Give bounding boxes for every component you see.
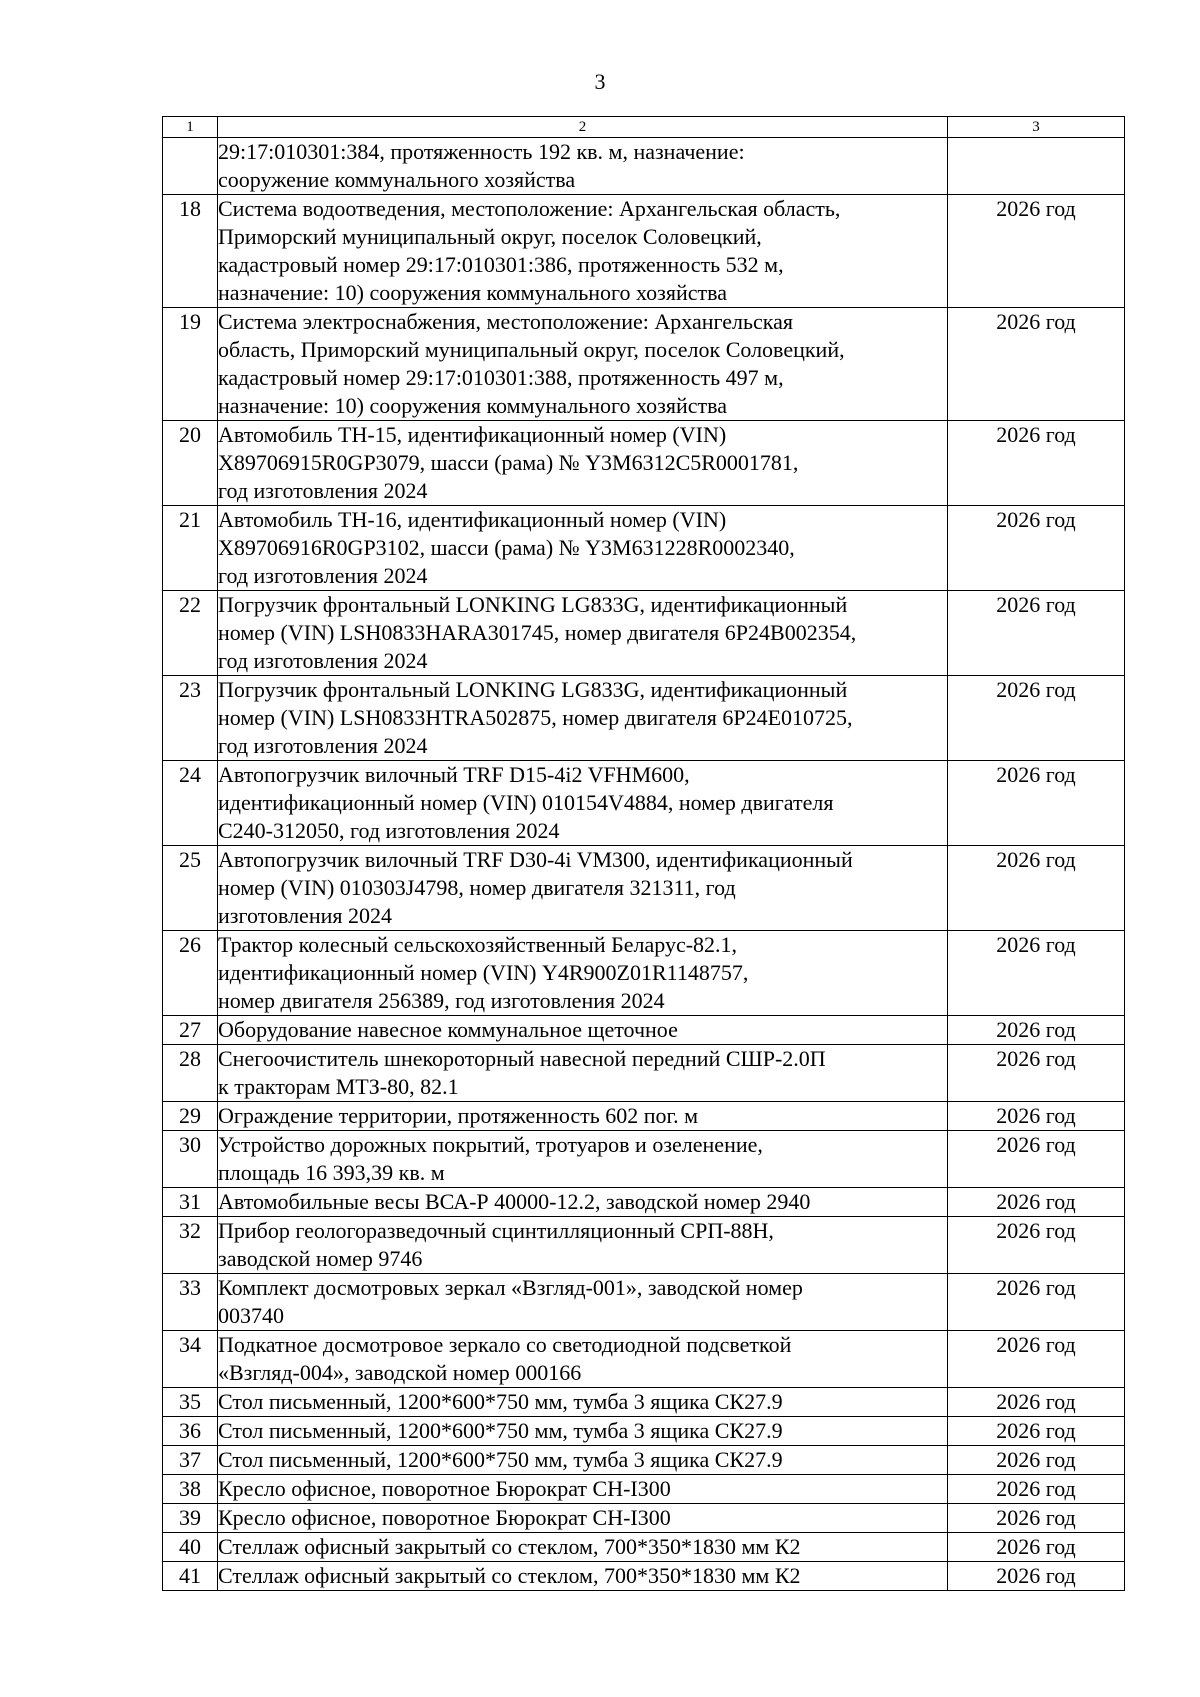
- row-year-cell: 2026 год: [948, 1475, 1125, 1504]
- row-description-cell: [218, 138, 948, 195]
- table-row: [163, 846, 1125, 931]
- row-description-text: Автопогрузчик вилочный TRF D30-4i VM300, идентификационный номер (VIN) 010303J4798, номер двигателя 321311, год изготовления 2024: [218, 847, 853, 928]
- row-description-cell: [218, 1562, 948, 1591]
- row-description-cell: [218, 1388, 948, 1417]
- row-description-text: Автомобиль ТН-16, идентификационный номер (VIN) X89706916R0GP3102, шасси (рама) № Y3M631228R0002340, год изготовления 2024: [218, 507, 795, 588]
- table-row: [163, 1388, 1125, 1417]
- table-row: [163, 591, 1125, 676]
- table-row: [163, 931, 1125, 1016]
- row-description-cell: [218, 421, 948, 506]
- row-number-cell: 21: [163, 506, 218, 591]
- row-description-cell: [218, 676, 948, 761]
- row-year-cell: 2026 год: [948, 1533, 1125, 1562]
- row-year-cell: 2026 год: [948, 1217, 1125, 1274]
- row-year-cell: 2026 год: [948, 1417, 1125, 1446]
- row-description-text: Подкатное досмотровое зеркало со светодиодной подсветкой «Взгляд-004», заводской номер 000166: [218, 1332, 792, 1385]
- row-number-cell: 41: [163, 1562, 218, 1591]
- table-row: [163, 1016, 1125, 1045]
- row-description-cell: [218, 308, 948, 421]
- row-number-cell: 20: [163, 421, 218, 506]
- row-year-cell: [948, 138, 1125, 195]
- table-row: [163, 1045, 1125, 1102]
- table-row: [163, 676, 1125, 761]
- table-row: [163, 1475, 1125, 1504]
- table-row: [163, 421, 1125, 506]
- row-description-cell: [218, 1102, 948, 1131]
- table-row: [163, 1188, 1125, 1217]
- inventory-table: [162, 116, 1125, 1591]
- row-number-cell: 28: [163, 1045, 218, 1102]
- row-description-cell: [218, 931, 948, 1016]
- row-year-cell: 2026 год: [948, 931, 1125, 1016]
- table-row: [163, 1533, 1125, 1562]
- row-description-cell: [218, 1331, 948, 1388]
- row-description-text: Стеллаж офисный закрытый со стеклом, 700*350*1830 мм К2: [218, 1534, 801, 1559]
- row-number-cell: [163, 138, 218, 195]
- row-number-cell: 33: [163, 1274, 218, 1331]
- row-number-cell: 37: [163, 1446, 218, 1475]
- row-year-cell: 2026 год: [948, 846, 1125, 931]
- row-year-cell: 2026 год: [948, 1331, 1125, 1388]
- row-year-cell: 2026 год: [948, 1131, 1125, 1188]
- row-description-text: Автомобиль ТН-15, идентификационный номер (VIN) X89706915R0GP3079, шасси (рама) № Y3M6312C5R0001781, год изготовления 2024: [218, 422, 799, 503]
- table-row: [163, 1217, 1125, 1274]
- row-description-text: Прибор геологоразведочный сцинтилляционный СРП-88Н, заводской номер 9746: [218, 1218, 774, 1271]
- row-description-text: Система водоотведения, местоположение: Архангельская область, Приморский муниципальный округ, поселок Соловецкий, кадастровый номер 29:17:010301:386, протяженность 532 м, назначение: 10) сооружения коммунального хозяйства: [218, 196, 841, 305]
- row-description-text: Ограждение территории, протяженность 602 пог. м: [218, 1103, 699, 1128]
- row-description-cell: [218, 1131, 948, 1188]
- row-description-cell: [218, 1475, 948, 1504]
- row-year-cell: 2026 год: [948, 1102, 1125, 1131]
- row-year-cell: 2026 год: [948, 1016, 1125, 1045]
- row-description-text: 29:17:010301:384, протяженность 192 кв. м, назначение: сооружение коммунального хозяйства: [218, 139, 745, 192]
- row-number-cell: 31: [163, 1188, 218, 1217]
- row-description-text: Устройство дорожных покрытий, тротуаров и озеленение, площадь 16 393,39 кв. м: [218, 1132, 763, 1185]
- row-description-cell: [218, 1016, 948, 1045]
- row-description-text: Автомобильные весы ВСА-Р 40000-12.2, заводской номер 2940: [218, 1189, 811, 1214]
- row-description-text: Трактор колесный сельскохозяйственный Беларус-82.1, идентификационный номер (VIN) Y4R900Z01R1148757, номер двигателя 256389, год изготовления 2024: [218, 932, 749, 1013]
- row-description-text: Снегоочиститель шнекороторный навесной передний СШР-2.0П к тракторам МТЗ-80, 82.1: [218, 1046, 826, 1099]
- table-row: [163, 138, 1125, 195]
- row-number-cell: 36: [163, 1417, 218, 1446]
- row-description-text: Стол письменный, 1200*600*750 мм, тумба 3 ящика СК27.9: [218, 1418, 783, 1443]
- table-row: [163, 506, 1125, 591]
- row-year-cell: 2026 год: [948, 591, 1125, 676]
- row-description-text: Стеллаж офисный закрытый со стеклом, 700*350*1830 мм К2: [218, 1563, 801, 1588]
- table-row: [163, 1131, 1125, 1188]
- row-description-text: Стол письменный, 1200*600*750 мм, тумба 3 ящика СК27.9: [218, 1389, 783, 1414]
- row-year-cell: 2026 год: [948, 195, 1125, 308]
- row-description-cell: [218, 846, 948, 931]
- table-row: [163, 1102, 1125, 1131]
- row-number-cell: 40: [163, 1533, 218, 1562]
- row-description-text: Погрузчик фронтальный LONKING LG833G, идентификационный номер (VIN) LSH0833HTRA502875, номер двигателя 6P24E010725, год изготовления 2024: [218, 677, 853, 758]
- table-row: [163, 1562, 1125, 1591]
- row-description-text: Оборудование навесное коммунальное щеточное: [218, 1017, 678, 1042]
- row-year-cell: 2026 год: [948, 308, 1125, 421]
- row-year-cell: 2026 год: [948, 1446, 1125, 1475]
- row-description-text: Стол письменный, 1200*600*750 мм, тумба 3 ящика СК27.9: [218, 1447, 783, 1472]
- row-description-cell: [218, 591, 948, 676]
- column-header-description: 2: [218, 117, 948, 138]
- row-number-cell: 23: [163, 676, 218, 761]
- row-year-cell: 2026 год: [948, 1274, 1125, 1331]
- row-description-text: Система электроснабжения, местоположение: Архангельская область, Приморский муниципальный округ, поселок Соловецкий, кадастровый номер 29:17:010301:388, протяженность 497 м, назначение: 10) сооружения коммунального хозяйства: [218, 309, 845, 418]
- row-description-cell: [218, 1274, 948, 1331]
- table-header-row: [163, 117, 1125, 138]
- row-number-cell: 27: [163, 1016, 218, 1045]
- row-number-cell: 35: [163, 1388, 218, 1417]
- row-number-cell: 24: [163, 761, 218, 846]
- row-description-cell: [218, 1533, 948, 1562]
- row-number-cell: 18: [163, 195, 218, 308]
- row-number-cell: 30: [163, 1131, 218, 1188]
- row-description-cell: [218, 1504, 948, 1533]
- table-row: [163, 195, 1125, 308]
- row-description-cell: [218, 1217, 948, 1274]
- table-row: [163, 308, 1125, 421]
- row-number-cell: 22: [163, 591, 218, 676]
- row-year-cell: 2026 год: [948, 1188, 1125, 1217]
- row-description-text: Кресло офисное, поворотное Бюрократ CH-I300: [218, 1476, 671, 1501]
- page-number: 3: [594, 69, 606, 94]
- row-number-cell: 39: [163, 1504, 218, 1533]
- row-description-cell: [218, 1045, 948, 1102]
- row-description-cell: [218, 761, 948, 846]
- row-number-cell: 19: [163, 308, 218, 421]
- row-year-cell: 2026 год: [948, 761, 1125, 846]
- row-number-cell: 25: [163, 846, 218, 931]
- table-row: [163, 761, 1125, 846]
- table-row: [163, 1417, 1125, 1446]
- table-row: [163, 1504, 1125, 1533]
- row-description-text: Комплект досмотровых зеркал «Взгляд-001», заводской номер 003740: [218, 1275, 803, 1328]
- row-number-cell: 26: [163, 931, 218, 1016]
- row-description-cell: [218, 1188, 948, 1217]
- row-year-cell: 2026 год: [948, 421, 1125, 506]
- row-number-cell: 29: [163, 1102, 218, 1131]
- column-header-year: 3: [948, 117, 1125, 138]
- table-row: [163, 1274, 1125, 1331]
- row-year-cell: 2026 год: [948, 1388, 1125, 1417]
- row-description-cell: [218, 195, 948, 308]
- row-description-cell: [218, 506, 948, 591]
- row-year-cell: 2026 год: [948, 1504, 1125, 1533]
- row-number-cell: 32: [163, 1217, 218, 1274]
- row-year-cell: 2026 год: [948, 1045, 1125, 1102]
- column-header-number: 1: [163, 117, 218, 138]
- row-description-text: Погрузчик фронтальный LONKING LG833G, идентификационный номер (VIN) LSH0833HARA301745, номер двигателя 6P24B002354, год изготовления 2024: [218, 592, 857, 673]
- table-row: [163, 1331, 1125, 1388]
- row-description-text: Автопогрузчик вилочный TRF D15-4i2 VFHM600, идентификационный номер (VIN) 010154V4884, номер двигателя C240-312050, год изготовления 2024: [218, 762, 834, 843]
- table-row: [163, 1446, 1125, 1475]
- row-description-cell: [218, 1446, 948, 1475]
- row-year-cell: 2026 год: [948, 506, 1125, 591]
- row-number-cell: 34: [163, 1331, 218, 1388]
- row-number-cell: 38: [163, 1475, 218, 1504]
- row-year-cell: 2026 год: [948, 1562, 1125, 1591]
- row-description-cell: [218, 1417, 948, 1446]
- row-description-text: Кресло офисное, поворотное Бюрократ CH-I300: [218, 1505, 671, 1530]
- row-year-cell: 2026 год: [948, 676, 1125, 761]
